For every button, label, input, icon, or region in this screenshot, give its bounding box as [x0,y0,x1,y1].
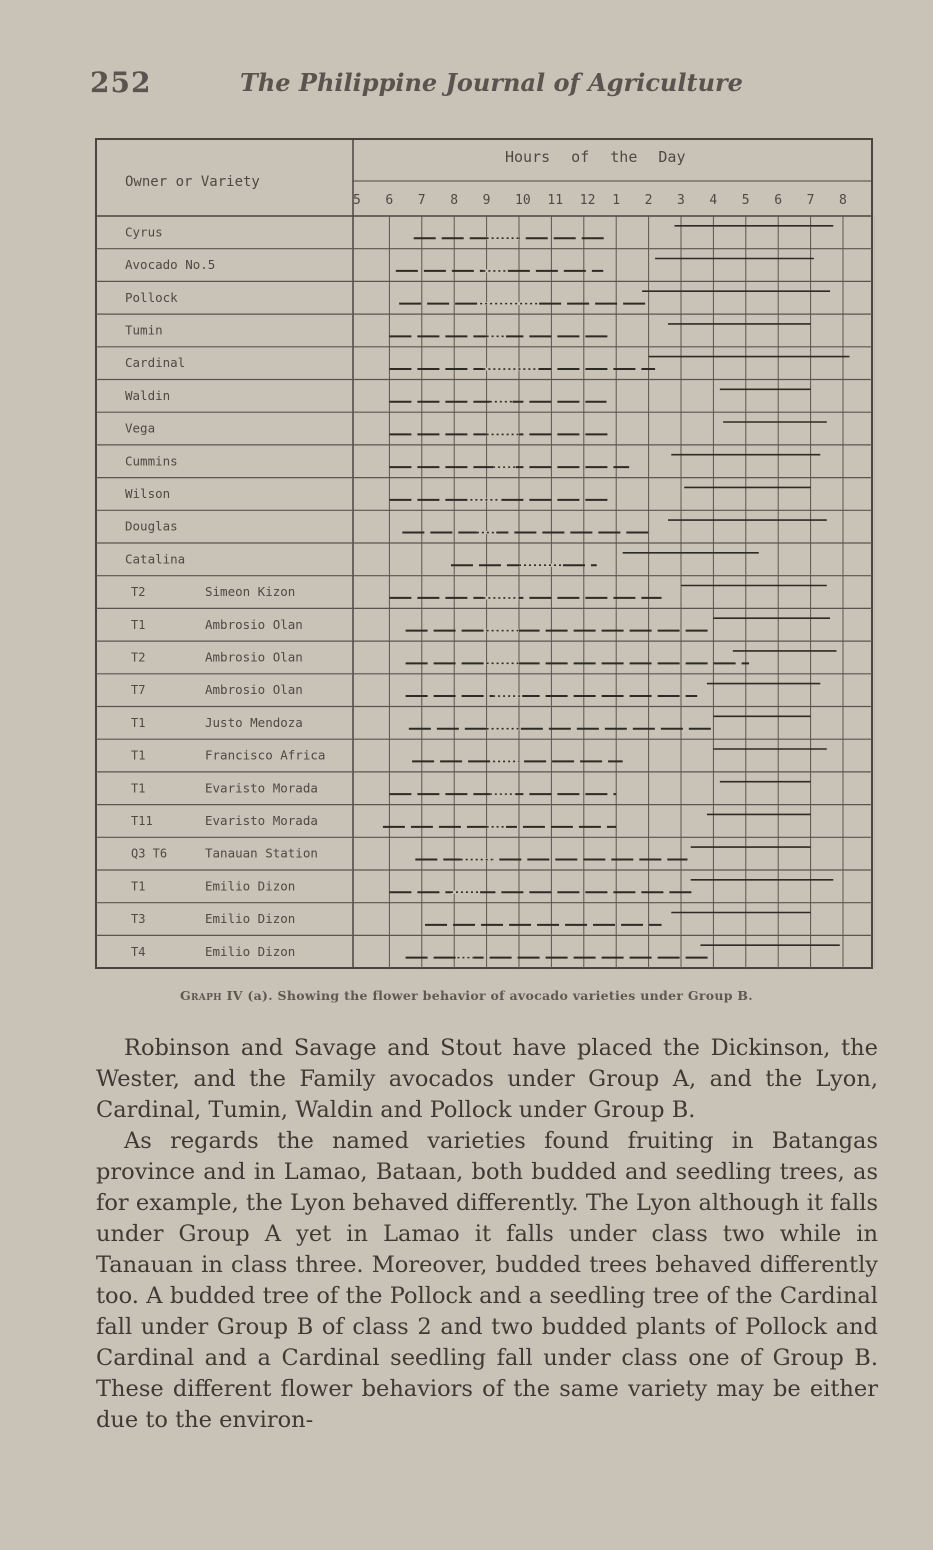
body-text [96,1033,878,1436]
row-name-3: Tumin [125,322,163,338]
row-name-13: Ambrosio Olan [205,649,303,665]
row-code-21: T3 [131,912,146,927]
row-name-15: Justo Mendoza [205,714,303,730]
row-code-16: T1 [131,748,146,763]
hour-tick-12: 5 [741,193,750,208]
hour-tick-6: 11 [547,193,564,208]
hour-tick-3: 8 [450,193,459,208]
row-code-13: T2 [131,650,146,665]
row-name-21: Emilio Dizon [205,911,296,927]
row-name-20: Emilio Dizon [205,878,296,894]
hour-tick-0: 5 [353,193,361,208]
row-name-19: Tanauan Station [205,845,318,861]
row-name-10: Catalina [125,551,186,567]
hours-title: Hours of the Day [505,148,686,166]
paragraph-1: Robinson and Savage and Stout have placed the Dickinson, the Wester, and the Family avocados under Group A, and the Lyon, Cardinal, Tumin, Waldin and Pollock under Group B. [96,1035,878,1123]
row-name-5: Waldin [125,387,171,403]
hour-tick-2: 7 [417,193,426,208]
hour-tick-5: 10 [515,193,531,208]
caption-label: Graph IV [180,988,243,1003]
row-code-12: T1 [131,617,146,632]
row-name-0: Cyrus [125,224,163,240]
hour-tick-labels [353,193,847,208]
paragraph-2: As regards the named varieties found fruiting in Batangas province and in Lamao, Bataan, both budded and seedling trees, as for example, the Lyon behaved differently. The Lyon although it falls under Group A yet in Lamao it falls under class two while in Tanauan in class three. Moreover, budded trees behaved differently too. A budded tree of the Pollock and a seedling tree of the Cardinal fall under Group B of class 2 and two budded plants of Pollock and Cardinal and a Cardinal seedling fall under class one of Group B. These different flower behaviors of the same variety may be either due to the environ- [96,1128,878,1433]
row-code-11: T2 [131,585,146,600]
hour-tick-15: 8 [839,193,847,208]
row-name-4: Cardinal [125,355,186,371]
hour-tick-8: 1 [612,193,621,208]
column-header-owner-variety: Owner or Variety [125,174,260,190]
row-name-14: Ambrosio Olan [205,682,303,698]
row-name-12: Ambrosio Olan [205,616,303,632]
flower-behavior-graph [95,138,875,970]
graph-svg [95,138,875,970]
journal-title: The Philippine Journal of Agriculture [240,68,743,97]
hour-tick-1: 6 [385,193,394,208]
row-code-14: T7 [131,683,146,698]
figure-caption [0,988,933,1003]
row-code-20: T1 [131,879,146,894]
row-name-11: Simeon Kizon [205,584,296,600]
row-name-2: Pollock [125,289,178,305]
row-code-22: T4 [131,944,146,959]
caption-text: (a). Showing the flower behavior of avocado varieties under Group B. [247,988,753,1003]
row-name-7: Cummins [125,453,178,469]
row-labels [125,224,325,958]
hour-tick-14: 7 [806,193,815,208]
row-name-9: Douglas [125,518,178,534]
page-number: 252 [90,66,152,99]
hour-tick-10: 3 [677,193,685,208]
row-name-18: Evaristo Morada [205,812,318,828]
hour-tick-13: 6 [774,193,783,208]
row-name-16: Francisco Africa [205,747,326,763]
row-name-8: Wilson [125,485,171,501]
hour-tick-4: 9 [482,193,491,208]
row-name-22: Emilio Dizon [205,943,296,959]
hour-tick-11: 4 [709,193,718,208]
row-code-17: T1 [131,781,146,796]
row-name-1: Avocado No.5 [125,257,216,273]
row-code-18: T11 [131,813,153,828]
page-header [0,0,933,110]
row-code-15: T1 [131,715,146,730]
hour-tick-9: 2 [644,193,653,208]
row-name-6: Vega [125,420,156,436]
row-code-19: Q3 T6 [131,846,168,861]
hour-tick-7: 12 [579,193,596,208]
row-name-17: Evaristo Morada [205,780,318,796]
